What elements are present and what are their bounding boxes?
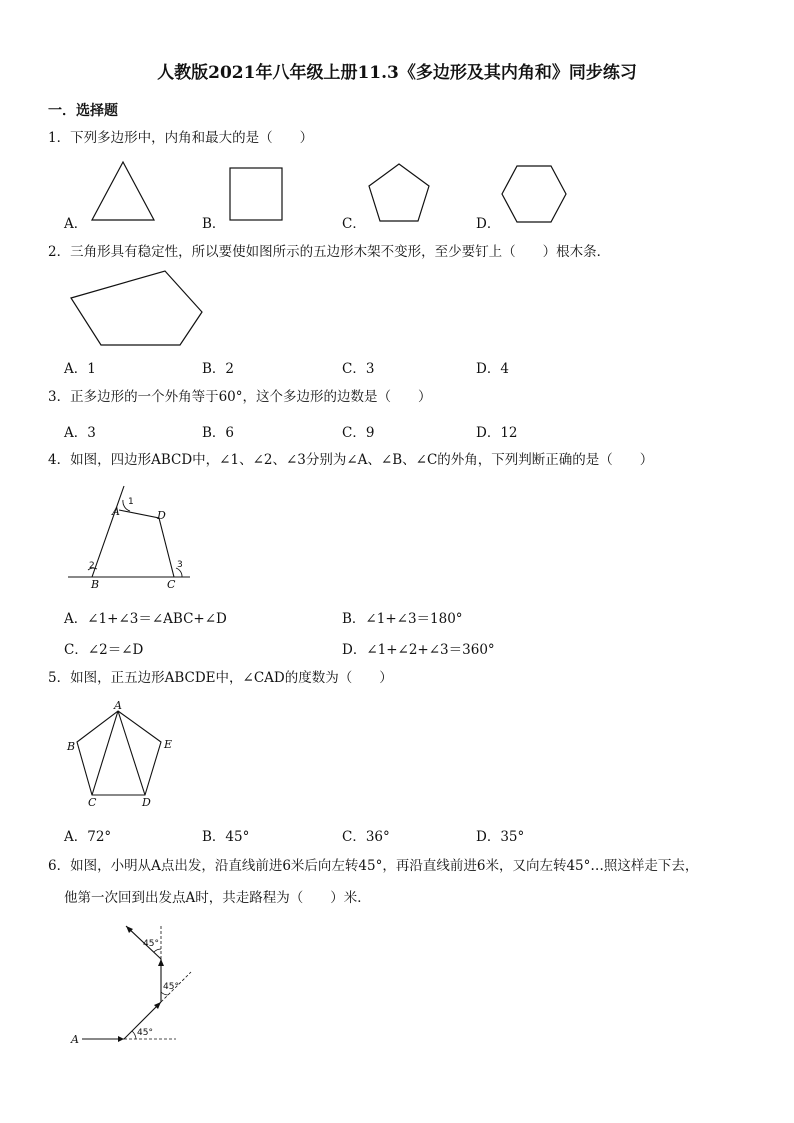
q4-option-c[interactable]: C．∠2＝∠D: [64, 642, 144, 658]
question-3-stem: 3．正多边形的一个外角等于60°，这个多边形的边数是（ ）: [48, 389, 432, 405]
q4-option-a[interactable]: A．∠1+∠3＝∠ABC+∠D: [64, 611, 227, 627]
q5-option-b[interactable]: B．45°: [202, 829, 250, 845]
triangle-icon: [90, 160, 160, 222]
question-1-stem: 1．下列多边形中，内角和最大的是（ ）: [48, 130, 314, 146]
q1-option-b[interactable]: B．: [202, 216, 226, 232]
q4-option-d[interactable]: D．∠1+∠2+∠3＝360°: [342, 642, 495, 658]
q4-option-b[interactable]: B．∠1+∠3＝180°: [342, 611, 463, 627]
q1-option-a[interactable]: A．: [64, 216, 88, 232]
question-5-stem: 5．如图，正五边形ABCDE中，∠CAD的度数为（ ）: [48, 670, 393, 686]
q2-option-d[interactable]: D．4: [476, 361, 509, 377]
q2-option-c[interactable]: C．3: [342, 361, 375, 377]
q3-option-b[interactable]: B．6: [202, 425, 235, 441]
q3-option-d[interactable]: D．12: [476, 425, 518, 441]
label-d: D: [157, 509, 166, 522]
label-angle-2: 2: [89, 561, 95, 571]
label-a: A: [71, 1033, 79, 1046]
hexagon-icon: [500, 164, 568, 224]
q5-option-a[interactable]: A．72°: [64, 829, 112, 845]
regular-pentagon-figure: [64, 700, 184, 812]
pentagon-icon: [366, 162, 432, 224]
square-icon: [228, 166, 284, 222]
q5-option-d[interactable]: D．35°: [476, 829, 525, 845]
label-e: E: [164, 738, 173, 751]
q2-option-b[interactable]: B．2: [202, 361, 235, 377]
q3-option-a[interactable]: A．3: [64, 425, 96, 441]
label-d: D: [142, 796, 151, 809]
section-heading: 一．选择题: [48, 103, 118, 119]
q1-option-d[interactable]: D．: [476, 216, 501, 232]
label-a: A: [114, 699, 122, 712]
q3-option-c[interactable]: C．9: [342, 425, 375, 441]
label-c: C: [88, 796, 97, 809]
label-angle-1: 1: [128, 497, 134, 507]
q5-option-c[interactable]: C．36°: [342, 829, 390, 845]
label-a: A: [112, 505, 120, 518]
label-angle-2: 45°: [163, 982, 179, 992]
pentagon-frame-figure: [68, 268, 208, 348]
question-6-stem-line2: 他第一次回到出发点A时，共走路程为（ ）米．: [64, 890, 371, 906]
question-4-stem: 4．如图，四边形ABCD中，∠1、∠2、∠3分别为∠A、∠B、∠C的外角，下列判断正确的是（ ）: [48, 452, 654, 468]
question-2-stem: 2．三角形具有稳定性，所以要使如图所示的五边形木架不变形，至少要钉上（ ）根木条．: [48, 244, 611, 260]
page-title: 人教版2021年八年级上册11.3《多边形及其内角和》同步练习: [157, 63, 637, 83]
q2-option-a[interactable]: A．1: [64, 361, 96, 377]
walking-path-figure: [66, 922, 206, 1052]
label-b: B: [91, 578, 100, 591]
label-angle-3: 45°: [143, 939, 159, 949]
question-6-stem-line1: 6．如图，小明从A点出发，沿直线前进6米后向左转45°，再沿直线前进6米，又向左转45°…照这样走下去，: [48, 858, 699, 874]
label-angle-3: 3: [177, 560, 183, 570]
quadrilateral-figure: [64, 482, 204, 594]
q1-option-c[interactable]: C．: [342, 216, 366, 232]
label-b: B: [67, 740, 76, 753]
label-angle-1: 45°: [137, 1028, 153, 1038]
label-c: C: [167, 578, 176, 591]
